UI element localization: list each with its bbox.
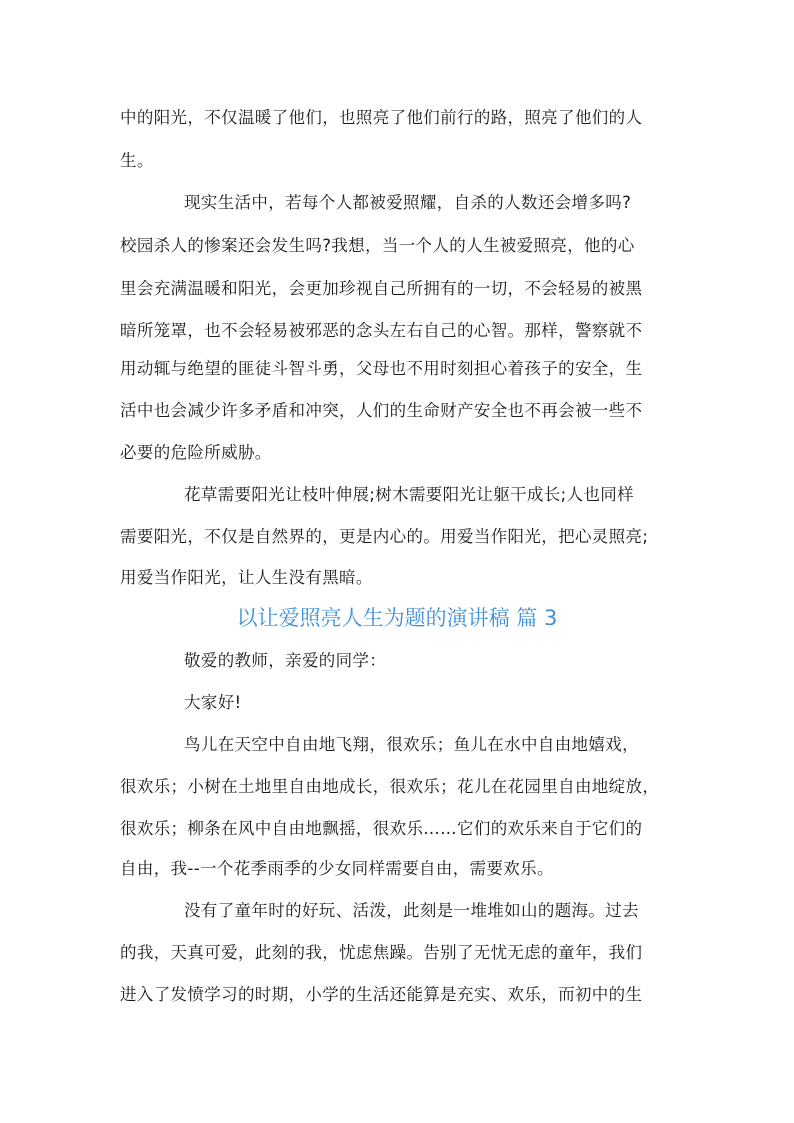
body-text-line: 用爱当作阳光，让人生没有黑暗。 [120,568,373,587]
body-text-line: 暗所笼罩，也不会轻易被邪恶的念头左右自己的心智。那样，警察就不 [120,321,643,340]
body-text-line: 很欢乐；小树在土地里自由地成长，很欢乐；花儿在花园里自由地绽放， [120,777,660,796]
body-text-line: 自由，我--一个花季雨季的少女同样需要自由，需要欢乐。 [120,859,554,878]
greeting: 大家好! [184,693,242,712]
body-text-line: 中的阳光，不仅温暖了他们，也照亮了他们前行的路，照亮了他们的人 [120,108,643,127]
salutation: 敬爱的教师，亲爱的同学： [184,651,387,670]
section-heading: 以让爱照亮人生为题的演讲稿 篇 3 [236,606,558,630]
paragraph-first-line: 现实生活中，若每个人都被爱照耀，自杀的人数还会增多吗? [184,193,632,212]
body-text-line: 校园杀人的惨案还会发生吗?我想，当一个人的人生被爱照亮，他的心 [120,236,635,255]
paragraph-first-line: 花草需要阳光让枝叶伸展;树木需要阳光让躯干成长;人也同样 [184,485,634,504]
body-text-line: 活中也会减少许多矛盾和冲突，人们的生命财产安全也不再会被一些不 [120,401,643,420]
body-text-line: 需要阳光，不仅是自然界的，更是内心的。用爱当作阳光，把心灵照亮; [120,527,649,546]
body-text-line: 里会充满温暖和阳光，会更加珍视自己所拥有的一切，不会轻易的被黑 [120,279,643,298]
body-text-line: 用动辄与绝望的匪徒斗智斗勇，父母也不用时刻担心着孩子的安全，生 [120,359,643,378]
body-text-line: 很欢乐；柳条在风中自由地飘摇，很欢乐……它们的欢乐来自于它们的 [120,819,643,838]
body-text-line: 必要的危险所威胁。 [120,443,272,462]
body-text-line: 进入了发愤学习的时期，小学的生活还能算是充实、欢乐，而初中的生 [120,985,643,1004]
body-text-line: 的我，天真可爱，此刻的我，忧虑焦躁。告别了无忧无虑的童年，我们 [120,943,643,962]
paragraph-first-line: 没有了童年时的好玩、活泼，此刻是一堆堆如山的题海。过去 [184,901,639,920]
body-text-line: 生。 [120,151,154,170]
paragraph-first-line: 鸟儿在天空中自由地飞翔，很欢乐；鱼儿在水中自由地嬉戏， [184,735,639,754]
